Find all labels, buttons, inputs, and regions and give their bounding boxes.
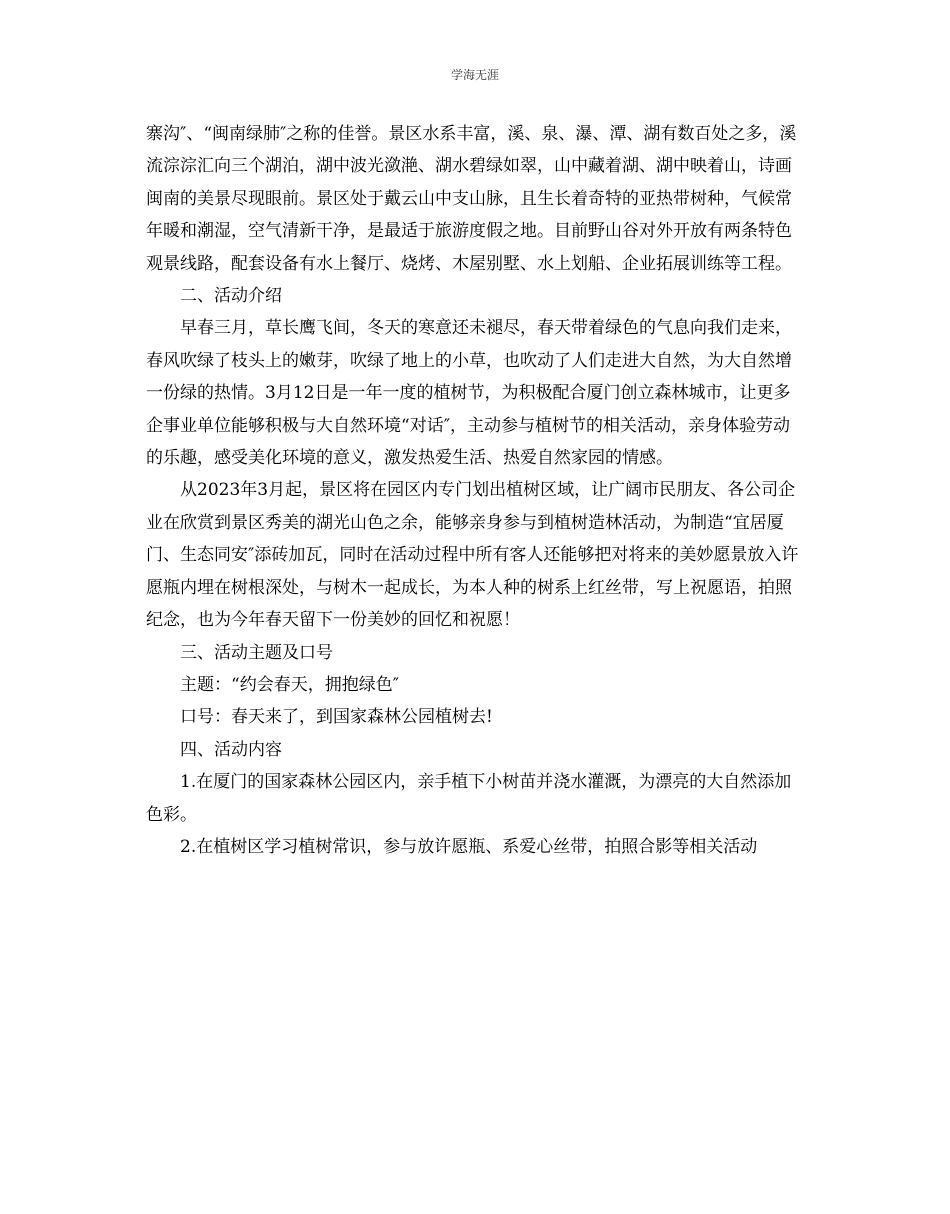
paragraph-activity-intro: 早春三月，草长鹰飞间，冬天的寒意还未褪尽，春天带着绿色的气息向我们走来，春风吹绿了枝头上的嫩芽，吹绿了地上的小草，也吹动了人们走进大自然，为大自然增一份绿的热情。3月12日是一年一度的植树节，为积极配合厦门创立森林城市，让更多企事业单位能够积极与大自然环境“对话″，主动参与植树节的相关活动，亲身体验劳动的乐趣，感受美化环境的意义，激发热爱生活、热爱自然家园的情感。 — [146, 318, 792, 469]
section-heading-activity-intro: 二、活动介绍 — [180, 286, 282, 307]
section-heading-activity-content: 四、活动内容 — [180, 739, 282, 760]
list-item-content-2: 2.在植树区学习植树常识，参与放许愿瓶、系爱心丝带，拍照合影等相关活动 — [180, 836, 758, 857]
section-heading-theme-slogan: 三、活动主题及口号 — [180, 642, 333, 663]
document-body — [146, 118, 806, 863]
list-item-content-1: 1.在厦门的国家森林公园区内，亲手植下小树苗并浇水灌溉，为漂亮的大自然添加色彩。 — [146, 772, 792, 825]
paragraph-slogan: 口号：春天来了，到国家森林公园植树去! — [180, 707, 493, 728]
paragraph-scenic-description: 寨沟″、“闽南绿肺″之称的佳誉。景区水系丰富，溪、泉、瀑、潭、湖有数百处之多，溪流淙淙汇向三个湖泊，湖中波光潋滟、湖水碧绿如翠，山中藏着湖、湖中映着山，诗画闽南的美景尽现眼前。景区处于戴云山中支山脉，且生长着奇特的亚热带树种，气候常年暖和潮湿，空气清新干净，是最适于旅游度假之地。目前野山谷对外开放有两条特色观景线路，配套设备有水上餐厅、烧烤、木屋别墅、水上划船、企业拓展训练等工程。 — [146, 124, 797, 274]
page-header: 学海无涯 — [450, 68, 499, 82]
paragraph-theme: 主题：“约会春天，拥抱绿色″ — [180, 674, 400, 695]
paragraph-activity-details: 从2023年3月起，景区将在园区内专门划出植树区域，让广阔市民朋友、各公司企业在欣赏到景区秀美的湖光山色之余，能够亲身参与到植树造林活动，为制造“宜居厦门、生态同安″添砖加瓦，同时在活动过程中所有客人还能够把对将来的美妙愿景放入许愿瓶内埋在树根深处，与树木一起成长，为本人种的树系上红丝带，写上祝愿语，拍照纪念，也为今年春天留下一份美妙的回忆和祝愿！ — [146, 480, 799, 631]
